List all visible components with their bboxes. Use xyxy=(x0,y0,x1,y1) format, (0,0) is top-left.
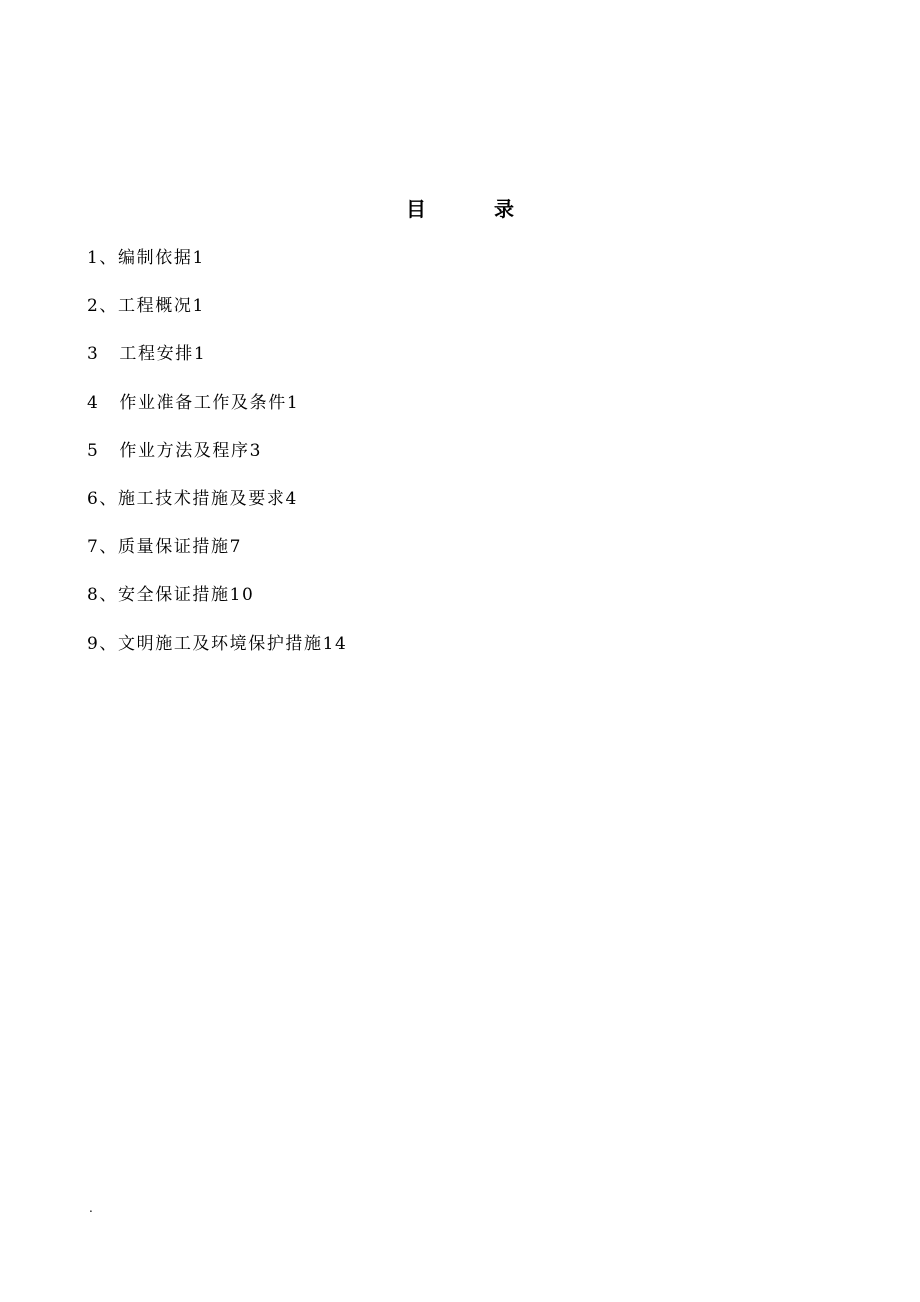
toc-item-page: 10 xyxy=(229,585,255,606)
toc-item-label: 安全保证措施 xyxy=(118,585,230,606)
toc-item-page: 7 xyxy=(229,537,243,558)
toc-item-9[interactable] xyxy=(87,629,347,677)
toc-item-separator: 、 xyxy=(99,488,119,509)
page-title xyxy=(0,194,920,224)
toc-item-separator: 、 xyxy=(99,537,119,558)
table-of-contents xyxy=(87,243,347,677)
toc-item-label: 施工技术措施及要求 xyxy=(118,488,286,509)
toc-item-number: 1 xyxy=(87,248,100,268)
toc-item-separator: 、 xyxy=(99,633,119,654)
toc-item-label: 工程概况 xyxy=(118,296,193,317)
toc-item-page: 4 xyxy=(285,488,298,509)
toc-item-label: 编制依据 xyxy=(118,248,193,268)
toc-item-3[interactable] xyxy=(87,339,347,387)
toc-item-label: 作业准备工作及条件 xyxy=(119,392,287,413)
toc-item-page: 1 xyxy=(286,392,300,413)
toc-item-number: 8 xyxy=(87,585,100,606)
toc-item-label: 工程安排 xyxy=(119,344,194,365)
toc-item-label: 文明施工及环境保护措施 xyxy=(118,633,323,654)
toc-item-number: 6 xyxy=(87,488,100,509)
toc-item-8[interactable] xyxy=(87,580,347,628)
toc-item-6[interactable] xyxy=(87,484,347,532)
toc-item-number: 3 xyxy=(87,344,100,365)
toc-item-page: 1 xyxy=(193,344,207,365)
title-char-2: 录 xyxy=(494,197,582,221)
toc-item-7[interactable] xyxy=(87,532,347,580)
toc-item-separator: 、 xyxy=(99,585,119,606)
toc-item-page: 1 xyxy=(192,296,205,317)
toc-item-number: 7 xyxy=(87,537,100,558)
toc-item-5[interactable] xyxy=(87,436,347,484)
toc-item-number: 9 xyxy=(87,633,100,654)
title-char-1: 目 xyxy=(406,197,494,221)
toc-item-1[interactable] xyxy=(87,243,347,291)
toc-item-label: 作业方法及程序 xyxy=(119,440,250,461)
toc-item-page: 1 xyxy=(192,248,205,268)
toc-item-4[interactable] xyxy=(87,388,347,436)
toc-item-page: 3 xyxy=(249,440,263,461)
toc-item-separator: 、 xyxy=(99,296,119,317)
toc-item-number: 4 xyxy=(87,392,100,413)
toc-item-number: 5 xyxy=(87,440,100,461)
toc-item-2[interactable] xyxy=(87,291,347,339)
footer-mark: . xyxy=(89,1201,93,1215)
toc-item-separator: 、 xyxy=(99,248,119,268)
toc-item-label: 质量保证措施 xyxy=(118,537,230,558)
toc-item-page: 14 xyxy=(322,633,348,654)
toc-item-number: 2 xyxy=(87,296,100,317)
